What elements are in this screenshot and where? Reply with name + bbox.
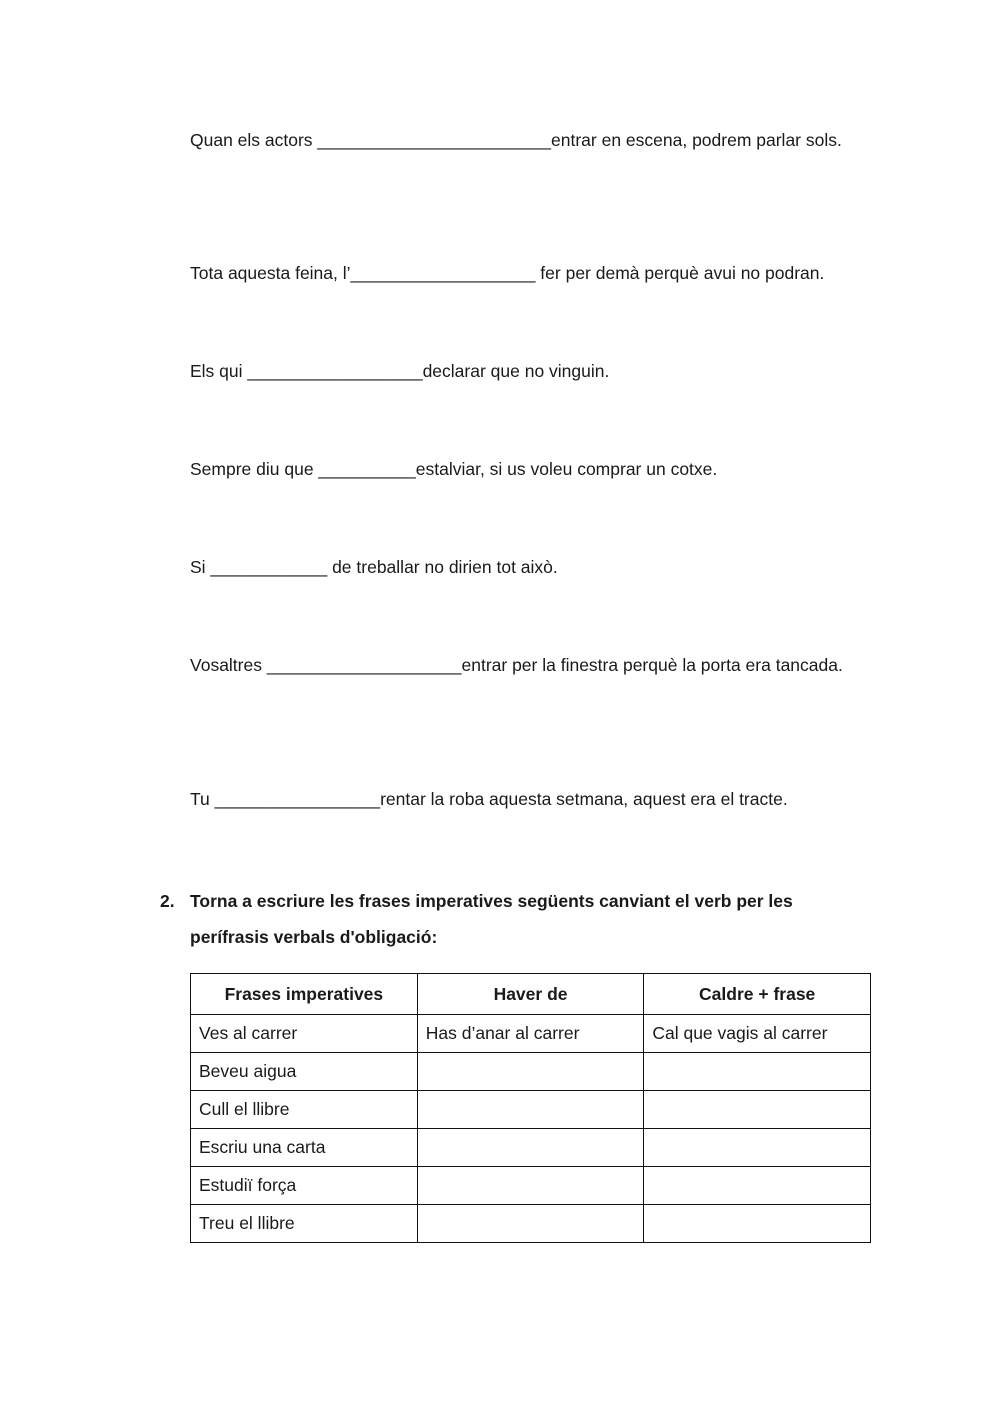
sentence-6: Vosaltres ____________________entrar per la finestra perquè la porta era tancada.: [190, 655, 843, 675]
question-text: Torna a escriure les frases imperatives següents canviant el verb per les perífrasis verbals d'obligació:: [190, 891, 793, 947]
table-header-row: [191, 974, 871, 1015]
cell-imperative: Beveu aigua: [191, 1053, 418, 1091]
cell-haver-de[interactable]: [417, 1129, 644, 1167]
cell-imperative: Cull el llibre: [191, 1091, 418, 1129]
cell-imperative: Ves al carrer: [191, 1015, 418, 1053]
table-row: [191, 1167, 871, 1205]
cell-haver-de[interactable]: [417, 1205, 644, 1243]
cell-caldre[interactable]: [644, 1167, 871, 1205]
table-row: [191, 1015, 871, 1053]
cell-caldre[interactable]: [644, 1129, 871, 1167]
header-caldre-frase: Caldre + frase: [644, 974, 871, 1015]
table-row: [191, 1091, 871, 1129]
cell-haver-de[interactable]: [417, 1167, 644, 1205]
sentence-5: Si ____________ de treballar no dirien tot això.: [190, 557, 558, 577]
table-row: [191, 1053, 871, 1091]
table-row: [191, 1129, 871, 1167]
sentence-4: Sempre diu que __________estalviar, si us voleu comprar un cotxe.: [190, 459, 718, 479]
sentence-1: Quan els actors ________________________entrar en escena, podrem parlar sols.: [190, 130, 842, 150]
conversion-table: [190, 973, 871, 1243]
question-number: 2.: [160, 891, 175, 911]
cell-caldre[interactable]: [644, 1205, 871, 1243]
cell-imperative: Escriu una carta: [191, 1129, 418, 1167]
table-row: [191, 1205, 871, 1243]
sentence-7: Tu _________________rentar la roba aquesta setmana, aquest era el tracte.: [190, 789, 788, 809]
question-2-heading: [160, 883, 860, 955]
cell-haver-de[interactable]: Has d’anar al carrer: [417, 1015, 644, 1053]
sentence-2: Tota aquesta feina, l’___________________ fer per demà perquè avui no podran.: [190, 263, 825, 283]
cell-imperative: Treu el llibre: [191, 1205, 418, 1243]
cell-caldre[interactable]: [644, 1053, 871, 1091]
cell-caldre[interactable]: [644, 1091, 871, 1129]
sentence-3: Els qui __________________declarar que no vinguin.: [190, 361, 610, 381]
cell-imperative: Estudiï força: [191, 1167, 418, 1205]
cell-haver-de[interactable]: [417, 1091, 644, 1129]
cell-caldre[interactable]: Cal que vagis al carrer: [644, 1015, 871, 1053]
header-frases-imperatives: Frases imperatives: [191, 974, 418, 1015]
header-haver-de: Haver de: [417, 974, 644, 1015]
cell-haver-de[interactable]: [417, 1053, 644, 1091]
